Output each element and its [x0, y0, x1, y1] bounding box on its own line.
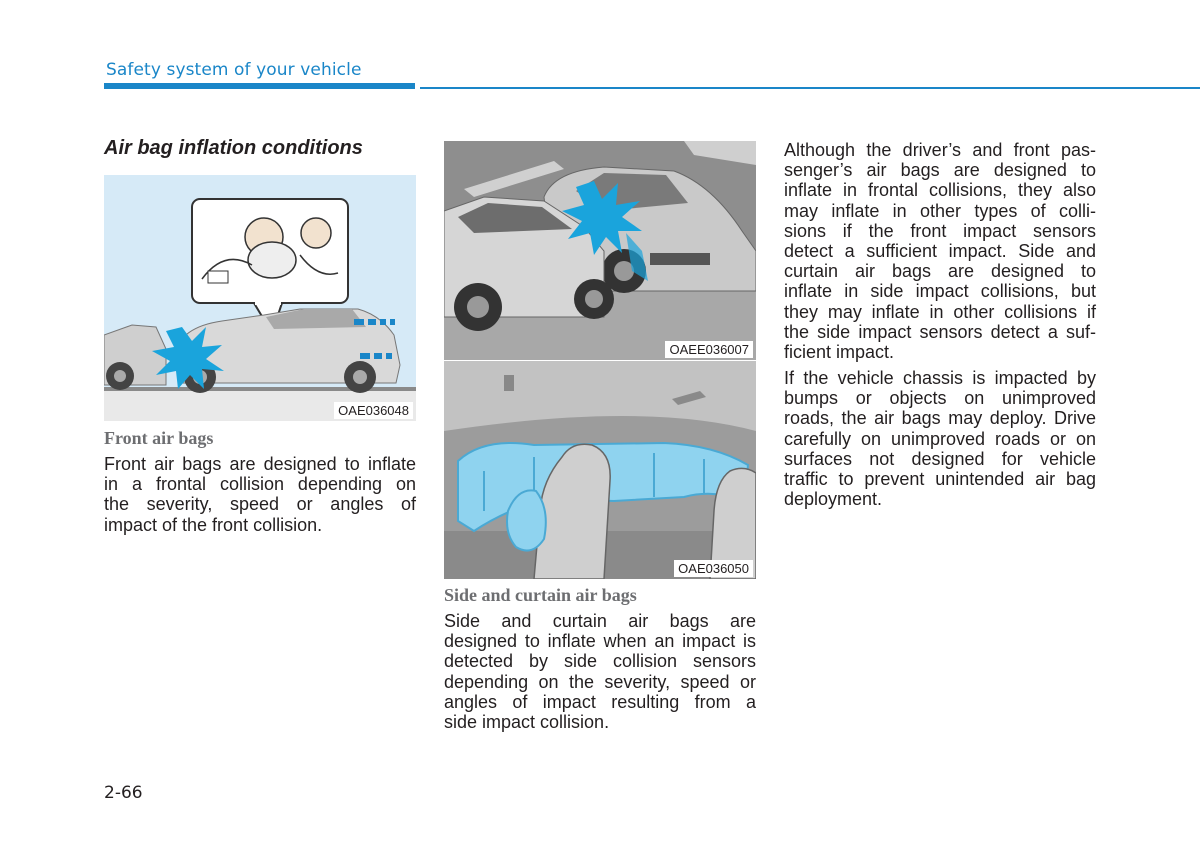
text-line: in a frontal collision depending on	[104, 474, 416, 495]
text-line: Although the driver’s and front pas-	[784, 140, 1096, 160]
page-header-title: Safety system of your vehicle	[106, 60, 362, 80]
text-line: carefully on unimproved roads or on	[784, 428, 1096, 449]
text-line: designed to inflate when an impact is	[444, 631, 756, 652]
side-collision-illustration	[444, 141, 756, 360]
text-line: surfaces not designed for vehicle	[784, 448, 1096, 469]
text-line: senger’s air bags are designed to	[784, 160, 1096, 181]
text-line: roads, the air bags may deploy. Drive	[784, 408, 1096, 429]
header-bar-thick	[104, 83, 415, 89]
section-title: Air bag inflation conditions	[104, 137, 363, 159]
figure-side-collision	[444, 141, 756, 360]
text-line: Front air bags are designed to inflate	[104, 454, 416, 474]
side-airbags-text	[444, 611, 756, 732]
text-line: they may inflate in other collisions if	[784, 301, 1096, 322]
text-line: ficient impact.	[784, 342, 895, 363]
text-line: curtain air bags are designed to	[784, 261, 1096, 282]
figure-code-curtain: OAE036050	[674, 560, 753, 577]
text-line: detected by side collision sensors	[444, 651, 756, 672]
text-line: Side and curtain air bags are	[444, 611, 756, 631]
figure-curtain-airbag	[444, 361, 756, 579]
text-line: the side impact sensors detect a suf-	[784, 321, 1096, 342]
text-line: side impact collision.	[444, 712, 610, 733]
right-column-para2	[784, 368, 1096, 509]
side-airbags-heading: Side and curtain air bags	[444, 585, 637, 605]
text-line: may inflate in other types of colli-	[784, 200, 1096, 221]
text-line: If the vehicle chassis is impacted by	[784, 368, 1096, 388]
front-collision-illustration	[104, 175, 416, 421]
text-line: impact of the front collision.	[104, 514, 323, 535]
text-line: sions if the front impact sensors	[784, 220, 1096, 241]
front-airbags-text	[104, 454, 416, 535]
right-column-para1	[784, 140, 1096, 362]
figure-front-collision	[104, 175, 416, 421]
text-line: angles of impact resulting from a	[444, 691, 756, 712]
header-bar-thin	[420, 87, 1200, 89]
text-line: inflate in side impact collisions, but	[784, 281, 1096, 302]
text-line: traffic to prevent unintended air bag	[784, 469, 1096, 490]
figure-code-side-collision: OAEE036007	[665, 341, 753, 358]
text-line: bumps or objects on unimproved	[784, 388, 1096, 409]
text-line: inflate in frontal collisions, they also	[784, 180, 1096, 201]
front-airbags-heading: Front air bags	[104, 428, 214, 448]
text-line: the severity, speed or angles of	[104, 494, 416, 515]
curtain-airbag-illustration	[444, 361, 756, 579]
page-number: 2-66	[104, 783, 143, 803]
figure-code-front: OAE036048	[334, 402, 413, 419]
text-line: deployment.	[784, 489, 883, 510]
text-line: depending on the severity, speed or	[444, 671, 756, 692]
text-line: detect a sufficient impact. Side and	[784, 241, 1096, 262]
